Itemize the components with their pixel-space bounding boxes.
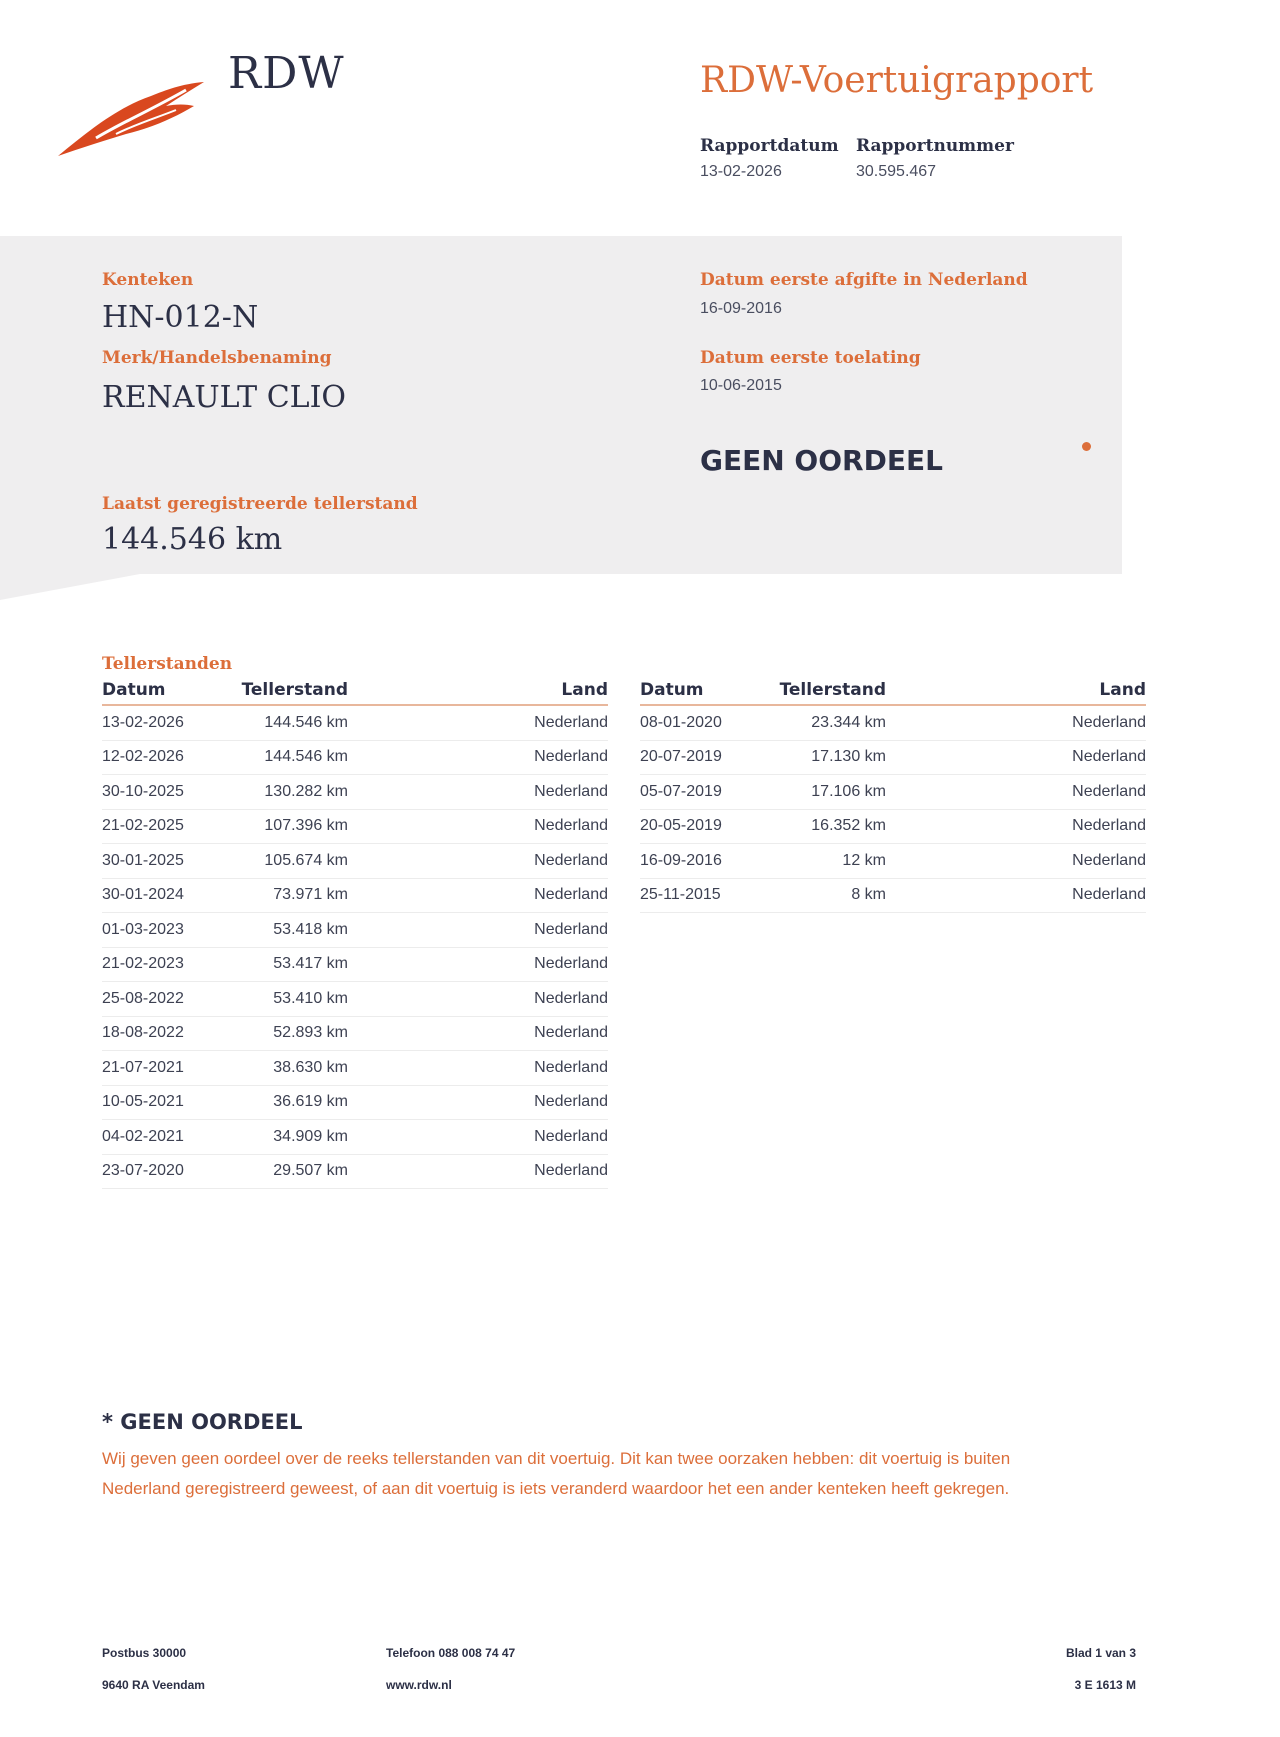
row-km: 130.282 km	[264, 782, 348, 800]
header-date: Datum	[640, 680, 704, 700]
odometer-label: Laatst geregistreerde tellerstand	[102, 494, 418, 514]
row-date: 04-02-2021	[102, 1127, 184, 1145]
footnote-title: * GEEN OORDEEL	[102, 1410, 303, 1434]
row-km: 16.352 km	[811, 817, 886, 835]
table-row	[102, 741, 608, 776]
row-km: 105.674 km	[264, 851, 348, 869]
first-nl-value: 16-09-2016	[700, 300, 782, 317]
row-km: 144.546 km	[264, 713, 348, 731]
table-row	[640, 879, 1146, 914]
row-km: 34.909 km	[273, 1127, 348, 1145]
readings-table-left	[102, 680, 608, 1189]
header-country: Land	[1099, 680, 1146, 700]
row-date: 13-02-2026	[102, 713, 184, 731]
row-km: 53.418 km	[273, 920, 348, 938]
table-row	[640, 706, 1146, 741]
row-country: Nederland	[534, 1127, 608, 1145]
row-date: 21-02-2023	[102, 955, 184, 973]
row-country: Nederland	[534, 1058, 608, 1076]
row-country: Nederland	[534, 817, 608, 835]
footnote-text: Wij geven geen oordeel over de reeks tellerstanden van dit voertuig. Dit kan twee oorzaken hebben: dit voertuig is buiten Nederland geregistreerd geweest, of aan dit voertuig is iets veranderd waardoor het een ander kenteken heeft gekregen.	[102, 1449, 1011, 1498]
row-date: 21-07-2021	[102, 1058, 184, 1076]
report-title: RDW-Voertuigrapport	[700, 60, 1094, 101]
row-km: 23.344 km	[811, 713, 886, 731]
table-header	[102, 680, 608, 706]
row-km: 107.396 km	[264, 817, 348, 835]
row-country: Nederland	[1072, 817, 1146, 835]
table-row	[640, 775, 1146, 810]
row-km: 8 km	[851, 886, 886, 904]
table-row	[102, 982, 608, 1017]
row-date: 30-01-2025	[102, 851, 184, 869]
row-country: Nederland	[534, 886, 608, 904]
make-label: Merk/Handelsbenaming	[102, 348, 332, 368]
table-row	[640, 810, 1146, 845]
row-country: Nederland	[534, 1024, 608, 1042]
footer-web: www.rdw.nl	[386, 1678, 452, 1692]
footer-page: Blad 1 van 3	[1065, 1646, 1136, 1660]
footer-phone: Telefoon 088 008 74 47	[386, 1646, 516, 1660]
first-admission-value: 10-06-2015	[700, 377, 782, 394]
footer-address-2: 9640 RA Veendam	[102, 1678, 205, 1692]
verdict-text: GEEN OORDEEL	[700, 444, 943, 477]
table-row	[102, 1051, 608, 1086]
verdict-dot-icon	[1082, 442, 1091, 451]
row-date: 30-01-2024	[102, 886, 184, 904]
header-country: Land	[561, 680, 608, 700]
report-date-label: Rapportdatum	[700, 136, 839, 156]
readings-table-right	[640, 680, 1146, 913]
row-country: Nederland	[534, 920, 608, 938]
table-header	[640, 680, 1146, 706]
header-km: Tellerstand	[779, 680, 886, 700]
table-row	[102, 1086, 608, 1121]
row-date: 20-05-2019	[640, 817, 722, 835]
row-country: Nederland	[1072, 782, 1146, 800]
table-row	[102, 810, 608, 845]
table-row	[640, 844, 1146, 879]
header-date: Datum	[102, 680, 166, 700]
row-km: 53.417 km	[273, 955, 348, 973]
row-km: 144.546 km	[264, 748, 348, 766]
plate-label: Kenteken	[102, 270, 194, 290]
row-km: 36.619 km	[273, 1093, 348, 1111]
row-country: Nederland	[534, 851, 608, 869]
table-row	[102, 879, 608, 914]
row-km: 38.630 km	[273, 1058, 348, 1076]
report-date: 13-02-2026	[700, 163, 782, 180]
row-date: 16-09-2016	[640, 851, 722, 869]
row-date: 20-07-2019	[640, 748, 722, 766]
row-km: 53.410 km	[273, 989, 348, 1007]
row-date: 21-02-2025	[102, 817, 184, 835]
row-country: Nederland	[1072, 713, 1146, 731]
table-row	[102, 1155, 608, 1190]
row-date: 08-01-2020	[640, 713, 722, 731]
table-row	[102, 1017, 608, 1052]
plate-value: HN-012-N	[102, 300, 259, 335]
panel-tail	[0, 574, 140, 600]
row-date: 25-11-2015	[640, 886, 721, 904]
row-country: Nederland	[1072, 851, 1146, 869]
table-row	[102, 844, 608, 879]
row-country: Nederland	[534, 748, 608, 766]
rdw-logo-icon	[56, 78, 206, 158]
row-date: 01-03-2023	[102, 920, 184, 938]
header-km: Tellerstand	[241, 680, 348, 700]
row-country: Nederland	[534, 782, 608, 800]
odometer-value: 144.546 km	[102, 522, 283, 557]
row-km: 52.893 km	[273, 1024, 348, 1042]
table-row	[102, 1120, 608, 1155]
row-km: 17.106 km	[811, 782, 886, 800]
row-date: 18-08-2022	[102, 1024, 184, 1042]
footer-code: 3 E 1613 M	[1074, 1678, 1136, 1692]
table-row	[102, 913, 608, 948]
first-admission-label: Datum eerste toelating	[700, 348, 921, 368]
row-km: 73.971 km	[273, 886, 348, 904]
footer-address-1: Postbus 30000	[102, 1646, 187, 1660]
row-date: 05-07-2019	[640, 782, 722, 800]
row-date: 12-02-2026	[102, 748, 184, 766]
report-number-label: Rapportnummer	[856, 136, 1014, 156]
row-date: 23-07-2020	[102, 1162, 184, 1180]
row-country: Nederland	[1072, 748, 1146, 766]
row-country: Nederland	[1072, 886, 1146, 904]
row-date: 25-08-2022	[102, 989, 184, 1007]
table-row	[640, 741, 1146, 776]
make-value: RENAULT CLIO	[102, 380, 347, 415]
readings-title: Tellerstanden	[102, 654, 233, 674]
report-number: 30.595.467	[856, 163, 937, 180]
row-country: Nederland	[534, 713, 608, 731]
table-row	[102, 775, 608, 810]
row-km: 12 km	[842, 851, 886, 869]
table-row	[102, 948, 608, 983]
first-nl-label: Datum eerste afgifte in Nederland	[700, 270, 1028, 290]
row-date: 30-10-2025	[102, 782, 184, 800]
row-country: Nederland	[534, 955, 608, 973]
brand-name: RDW	[228, 48, 345, 99]
table-row	[102, 706, 608, 741]
row-km: 29.507 km	[273, 1162, 348, 1180]
row-country: Nederland	[534, 989, 608, 1007]
row-km: 17.130 km	[811, 748, 886, 766]
row-country: Nederland	[534, 1162, 608, 1180]
row-country: Nederland	[534, 1093, 608, 1111]
row-date: 10-05-2021	[102, 1093, 184, 1111]
